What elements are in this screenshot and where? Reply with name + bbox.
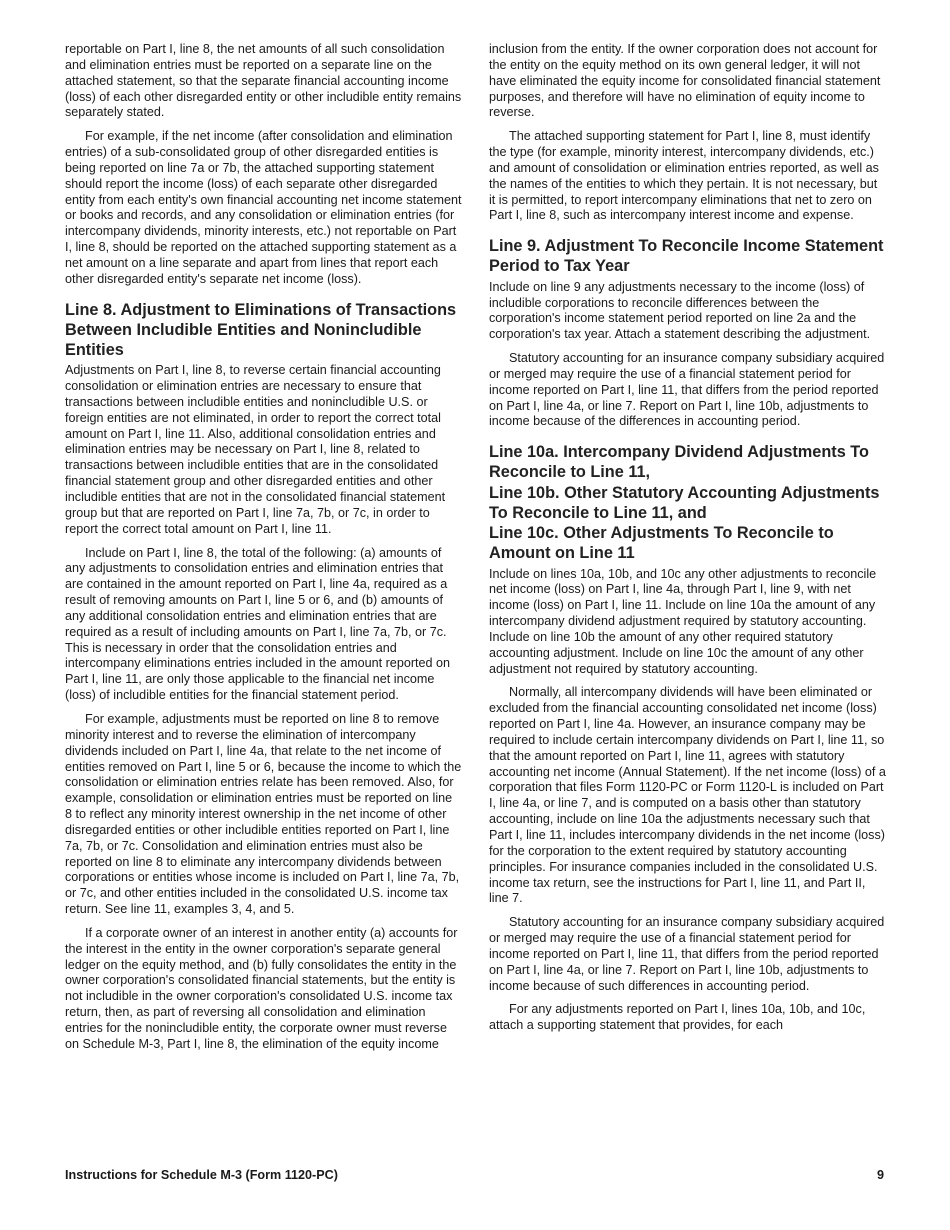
paragraph: For example, if the net income (after consolidation and elimination entries) of a sub-consolidated group of other disregarded entities is being reported on line 7a or 7b, the attached supporting statement should report the income (loss) of each separate other disregarded entity from each entity's own financial accounting net income statement or books and records, and any consolidation or elimination entries (for intercompany dividends, minority interests, etc.) not reportable on Part I, line 8, should be reported on the attached supporting statement as a net amount on a line separate and apart from lines that report each other disregarded entity's separate net income (loss). [65, 129, 462, 286]
right-column [489, 42, 886, 1042]
heading-line-10c: Line 10c. Other Adjustments To Reconcile to Amount on Line 11 [489, 524, 834, 563]
section-heading-line-9: Line 9. Adjustment To Reconcile Income Statement Period to Tax Year [489, 237, 884, 276]
paragraph: Include on line 9 any adjustments necessary to the income (loss) of includible corporations to reconcile differences between the corporation's income statement period reported on line 2a and the corporation's tax year. Attach a statement describing the adjustment. [489, 279, 871, 342]
paragraph: Normally, all intercompany dividends will have been eliminated or excluded from the financial accounting consolidated net income (loss) reported on Part I, line 4a. However, an insurance company may be required to include certain intercompany dividends on Part I, line 11, so that the amount reported on Part I, line 11, agrees with statutory accounting net income (Annual Statement). If the net income (loss) of a corporation that files Form 1120-PC or Form 1120-L is included on Part I, line 4a, or line 7, and is computed on a basis other than statutory accounting, include on line 10a the adjustments necessary such that Part I, line 11, includes intercompany dividends in the net income (loss) for the corporation to the extent required by statutory accounting principles. For insurance companies included in the consolidated U.S. income tax return, see the instructions for Part I, line 11, and Part II, line 7. [489, 685, 886, 906]
paragraph: Statutory accounting for an insurance company subsidiary acquired or merged may require the use of a financial statement period for income reported on Part I, line 11, that differs from the period reported on Part I, line 4a, or line 7. Report on Part I, line 10b, adjustments to income because of the differences in accounting period. [489, 351, 885, 429]
page-footer [65, 1168, 884, 1182]
heading-line-10a: Line 10a. Intercompany Dividend Adjustments To Reconcile to Line 11, [489, 443, 869, 482]
left-column [65, 42, 462, 1061]
paragraph: reportable on Part I, line 8, the net amounts of all such consolidation and elimination entries must be reported on a separate line on the attached statement, so that the separate financial accounting income (loss) of each other disregarded entity or other includible entity remains separately stated. [65, 42, 462, 120]
paragraph: For any adjustments reported on Part I, lines 10a, 10b, and 10c, attach a supporting statement that provides, for each [489, 1002, 866, 1033]
section-heading-line-8: Line 8. Adjustment to Eliminations of Transactions Between Includible Entities and Nonincludible Entities [65, 300, 457, 360]
paragraph: For example, adjustments must be reported on line 8 to remove minority interest and to reverse the elimination of intercompany dividends included on Part I, line 4a, that relate to the net income of entities removed on Part I, line 5 or 6, because the income to which the consolidation or elimination entries relate has been removed. Also, for example, consolidation or elimination entries must be reported on line 8 to reflect any minority interest ownership in the net income of other disregarded entities or other includible entities reported on Part I, line 7a, 7b, or 7c. Consolidation and elimination entries must also be reported on line 8 to eliminate any intercompany dividends between corporations or entities whose income is included on Part I, line 7a, 7b, or 7c, and other entities included in the consolidated U.S. income tax return. See line 11, examples 3, 4, and 5. [65, 711, 462, 917]
footer-title: Instructions for Schedule M-3 (Form 1120-PC) [65, 1168, 338, 1182]
paragraph: Adjustments on Part I, line 8, to reverse certain financial accounting consolidation or elimination entries are necessary to ensure that transactions between includible entities and nonincludible U.S. or foreign entities are not eliminated, in order to report the correct total amount on Part I, line 11. Also, additional consolidation entries and elimination entries may be necessary on Part I, line 8, related to transactions between includible entities that are in the consolidated financial statement group and other disregarded entities and other includible entities that are not in the consolidated financial statement group but that are reported on Part I, line 7a, 7b, or 7c, in order to report the correct total amount on Part I, line 11. [65, 363, 446, 536]
page-number: 9 [876, 1168, 884, 1182]
paragraph: Statutory accounting for an insurance company subsidiary acquired or merged may require the use of a financial statement period for income reported on Part I, line 11, that differs from the period reported on Part I, line 4a, or line 7. Report on Part I, line 10b, adjustments to income because of such differences in accounting period. [489, 915, 885, 993]
paragraph: Include on lines 10a, 10b, and 10c any other adjustments to reconcile net income (loss) on Part I, line 4a, through Part I, line 9, with net income (loss) on Part I, line 11. Include on line 10a the amount of any intercompany dividend adjustment required by statutory accounting. Include on line 10b the amount of any other required statutory accounting adjustment. Include on line 10c the amount of any other adjustment not required by statutory accounting. [489, 566, 877, 676]
paragraph: Include on Part I, line 8, the total of the following: (a) amounts of any adjustments to consolidation entries and elimination entries that are contained in the amount reported on Part I, line 4a, required as a result of removing amounts on Part I, line 5 or 6, and (b) amounts of any additional consolidation entries and elimination entries that are required as a result of including amounts on Part I, line 7a, 7b, or 7c. This is necessary in order that the consolidation entries and intercompany eliminations entries included in the amount reported on Part I, line 11, are only those applicable to the financial net income (loss) of includible entities for the financial statement period. [65, 545, 451, 703]
heading-line-10b: Line 10b. Other Statutory Accounting Adjustments To Reconcile to Line 11, and [489, 483, 880, 522]
paragraph: If a corporate owner of an interest in another entity (a) accounts for the interest in the entity in the owner corporation's separate general ledger on the equity method, and (b) fully consolidates the entity in the owner corporation's consolidated financial statements, but the entity is not includible in the owner corporation's consolidated U.S. income tax return, then, as part of reversing all consolidation and elimination entries for the nonincludible entity, the corporate owner must reverse on Schedule M-3, Part I, line 8, the elimination of the equity income [65, 925, 458, 1051]
section-heading-line-10 [489, 442, 886, 563]
paragraph: The attached supporting statement for Part I, line 8, must identify the type (for example, minority interest, intercompany dividends, etc.) and amount of consolidation or elimination entries reported, as well as the names of the entities to which they pertain. It is not necessary, but it is permitted, to report intercompany eliminations that net to zero on Part I, line 8, such as intercompany interest income and expense. [489, 129, 879, 223]
paragraph: inclusion from the entity. If the owner corporation does not account for the entity on the equity method on its own general ledger, it will not have eliminated the equity income for consolidated financial statement purposes, and therefore will have no elimination of equity income to reverse. [489, 42, 881, 120]
